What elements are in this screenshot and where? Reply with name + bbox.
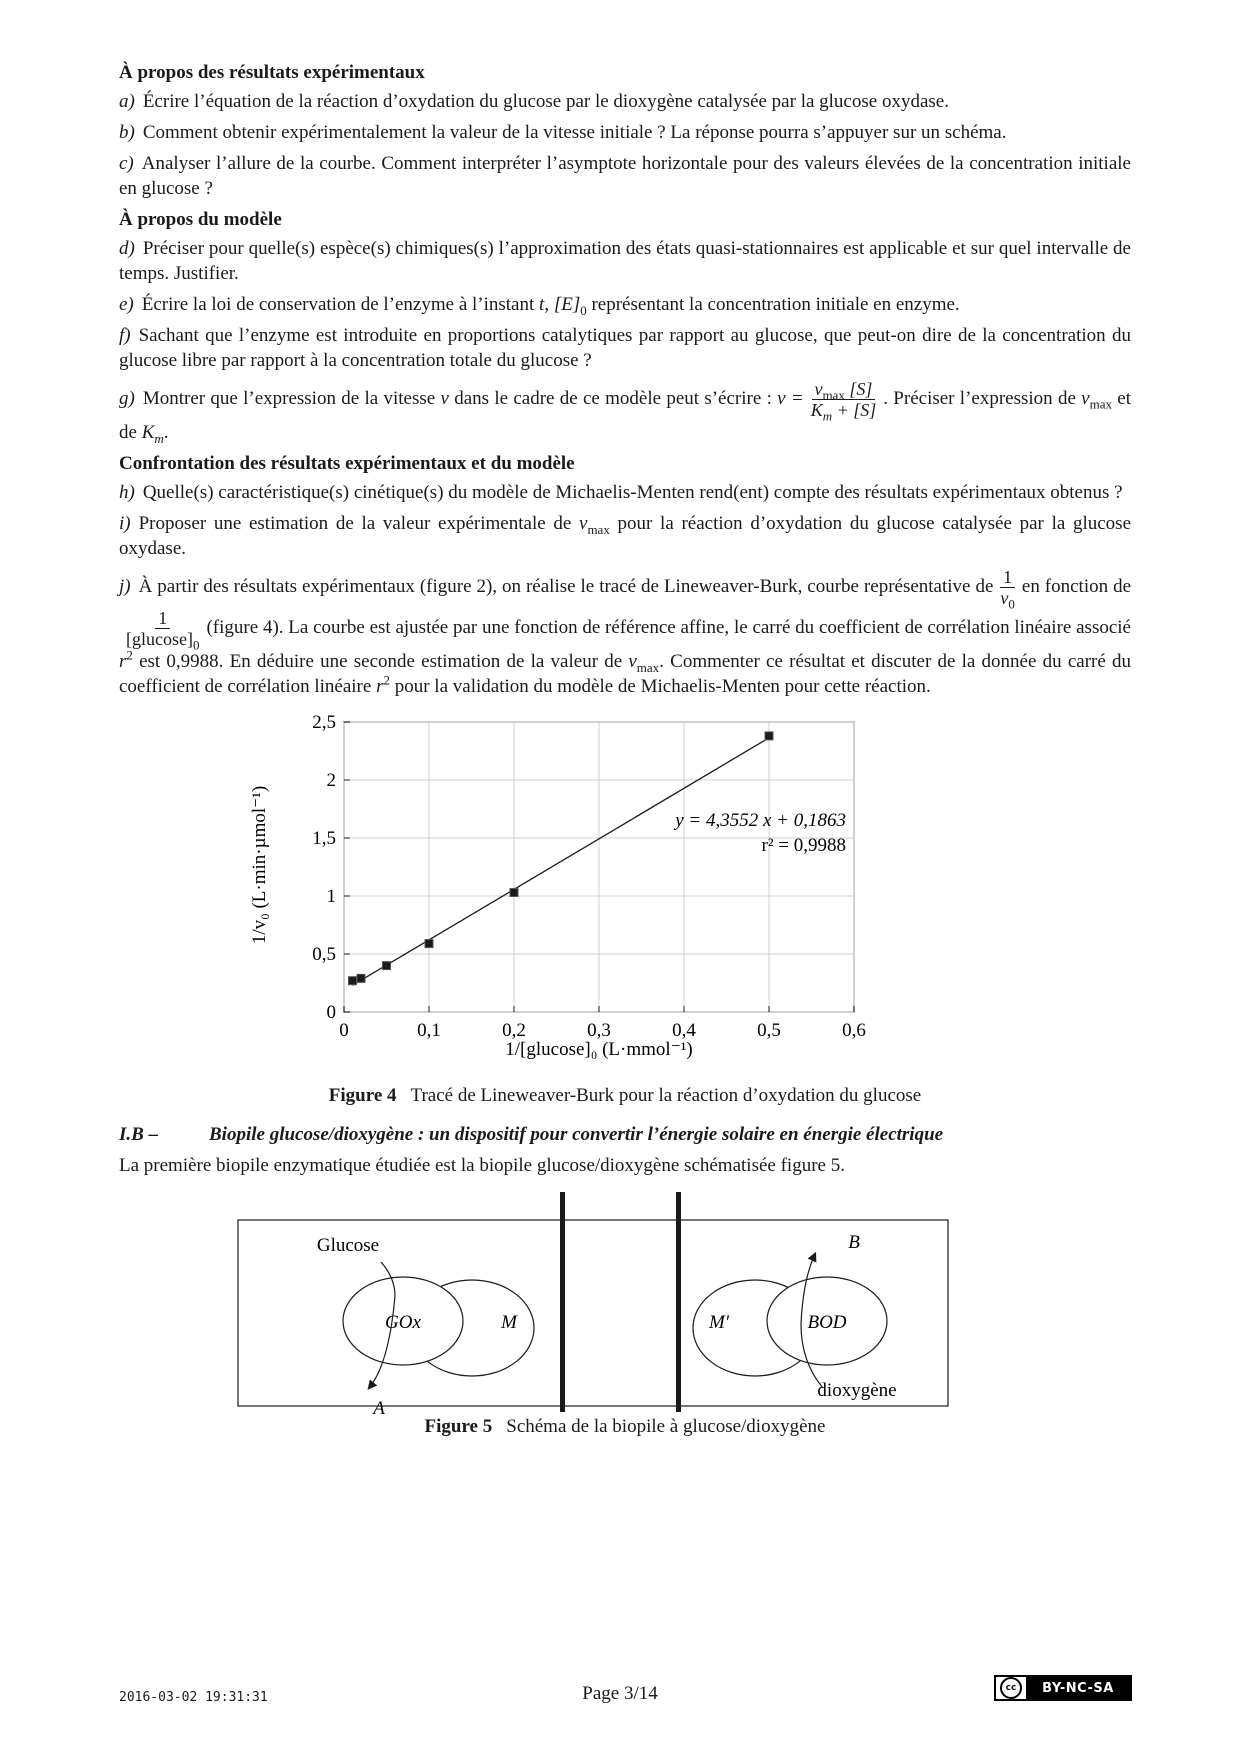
intro-paragraph: La première biopile enzymatique étudiée est la biopile glucose/dioxygène schématisée figure 5. bbox=[119, 1155, 845, 1176]
bod-label: BOD bbox=[807, 1312, 847, 1333]
y-axis-label: 1/v₀ (L·min·µmol⁻¹) bbox=[249, 785, 270, 945]
inverse-v0-fraction: $\frac{1}{v_0}$ bbox=[1000, 567, 1015, 612]
inverse-glucose-fraction: $\frac{1}{[glucose]_0}$ bbox=[126, 608, 200, 653]
question-f: f) Sachant que l’enzyme est introduite en proportions catalytiques par rapport au glucose, que peut-on dire de la concentration du glucose libre par rapport à la concentration totale du glucose ? bbox=[119, 325, 1131, 371]
b-label: B bbox=[848, 1232, 860, 1253]
question-e: e) Écrire la loi de conservation de l’enzyme à l’instant t, $[E]_0$ représentant la concentration initiale en enzyme. bbox=[119, 294, 960, 318]
license-badge bbox=[994, 1675, 1132, 1701]
x-tick-label: 0 bbox=[339, 1020, 349, 1041]
y-tick-label: 2 bbox=[326, 770, 336, 791]
y-tick-label: 2,5 bbox=[312, 712, 336, 733]
x-axis-label: 1/[glucose]₀ (L·mmol⁻¹) bbox=[505, 1039, 693, 1060]
figure-5-caption: Figure 5 Schéma de la biopile à glucose/dioxygène bbox=[424, 1416, 826, 1437]
m-label: M bbox=[501, 1312, 517, 1333]
footer-date: 2016-03-02 19:31:31 bbox=[119, 1690, 268, 1705]
a-label: A bbox=[373, 1398, 385, 1419]
y-tick-label: 0,5 bbox=[312, 944, 336, 965]
data-point bbox=[349, 977, 357, 985]
data-point bbox=[357, 974, 365, 982]
question-a: a) Écrire l’équation de la réaction d’oxydation du glucose par le dioxygène catalysée par la glucose oxydase. bbox=[119, 91, 949, 112]
question-h: h) Quelle(s) caractéristique(s) cinétique(s) du modèle de Michaelis-Menten rend(ent) compte des résultats expérimentaux obtenus ? bbox=[119, 482, 1123, 503]
data-point bbox=[425, 940, 433, 948]
tick-layer bbox=[312, 712, 866, 1041]
question-b: b) Comment obtenir expérimentalement la valeur de la vitesse initiale ? La réponse pourra s’appuyer sur un schéma. bbox=[119, 122, 1007, 143]
biopile-diagram bbox=[119, 1184, 1131, 1424]
electrode-left bbox=[560, 1192, 565, 1412]
x-tick-label: 0,1 bbox=[417, 1020, 441, 1041]
data-point bbox=[765, 732, 773, 740]
chart-svg bbox=[119, 705, 1131, 1205]
x-tick-label: 0,2 bbox=[502, 1020, 526, 1041]
biopile-svg bbox=[119, 1184, 1131, 1424]
fit-line bbox=[353, 738, 770, 986]
y-tick-label: 0 bbox=[326, 1002, 336, 1023]
y-tick-label: 1 bbox=[326, 886, 336, 907]
section-ib-heading: I.B – Biopile glucose/dioxygène : un dispositif pour convertir l’énergie solaire en énergie électrique bbox=[119, 1124, 944, 1145]
figure-4-caption: Figure 4 Tracé de Lineweaver-Burk pour la réaction d’oxydation du glucose bbox=[328, 1085, 922, 1106]
gox-label: GOx bbox=[385, 1312, 421, 1333]
x-tick-label: 0,5 bbox=[757, 1020, 781, 1041]
question-j: j) À partir des résultats expérimentaux (figure 2), on réalise le tracé de Lineweaver-Burk, courbe représentative de $\frac{1}{v_0}$ en fonction de $\frac{1}{[glucose]_0}$ (figure 4). La courbe est ajustée par une fonction de référence affine, le carré du coefficient de corrélation linéaire associé $r^2$ est 0,9988. En déduire une seconde estimation de la valeur de $v_{max}$. Commenter ce résultat et discuter de la donnée du carré du coefficient de corrélation linéaire $r^2$ pour la validation du modèle de Michaelis-Menten pour cette réaction. bbox=[119, 567, 1131, 697]
question-d: d) Préciser pour quelle(s) espèce(s) chimiques(s) l’approximation des états quasi-stationnaires est applicable et sur quel intervalle de temps. Justifier. bbox=[119, 238, 1131, 284]
x-tick-label: 0,4 bbox=[672, 1020, 696, 1041]
x-tick-label: 0,3 bbox=[587, 1020, 611, 1041]
footer-page-number: Page 3/14 bbox=[582, 1683, 658, 1704]
question-g: g) Montrer que l’expression de la vitesse v dans le cadre de ce modèle peut s’écrire : v = $\frac{v_{max} [S]}{K_m + [S]}$ . Préciser l’expression de $v_{max}$ et de $K_m$. bbox=[119, 379, 1132, 446]
x-tick-label: 0,6 bbox=[842, 1020, 866, 1041]
page-content bbox=[119, 56, 1131, 1447]
question-c: c) Analyser l’allure de la courbe. Comment interpréter l’asymptote horizontale pour des valeurs élevées de la concentration initiale en glucose ? bbox=[119, 153, 1131, 199]
section-title-model: À propos du modèle bbox=[119, 209, 282, 230]
dioxygen-label: dioxygène bbox=[817, 1380, 897, 1401]
electrode-right bbox=[676, 1192, 681, 1412]
question-i: i) Proposer une estimation de la valeur expérimentale de $v_{max}$ pour la réaction d’oxydation du glucose catalysée par la glucose oxydase. bbox=[119, 513, 1132, 559]
section-title-confront: Confrontation des résultats expérimentaux et du modèle bbox=[119, 453, 575, 474]
license-text: BY-NC-SA bbox=[1026, 1677, 1130, 1699]
m-prime-label: M′ bbox=[709, 1312, 729, 1333]
data-point bbox=[510, 889, 518, 897]
point-layer bbox=[349, 732, 774, 985]
michaelis-fraction: $\frac{v_{max} [S]}{K_m + [S]}$ bbox=[810, 379, 877, 424]
data-point bbox=[383, 962, 391, 970]
glucose-label: Glucose bbox=[316, 1235, 380, 1256]
lineweaver-burk-chart bbox=[119, 705, 1131, 1205]
fit-r2: r² = 0,9988 bbox=[761, 835, 846, 856]
section-title-exp: À propos des résultats expérimentaux bbox=[119, 62, 425, 83]
grid-layer bbox=[344, 722, 854, 1012]
fit-equation: y = 4,3552 x + 0,1863 bbox=[675, 810, 846, 831]
cc-icon: cc bbox=[1000, 1677, 1022, 1699]
y-tick-label: 1,5 bbox=[312, 828, 336, 849]
